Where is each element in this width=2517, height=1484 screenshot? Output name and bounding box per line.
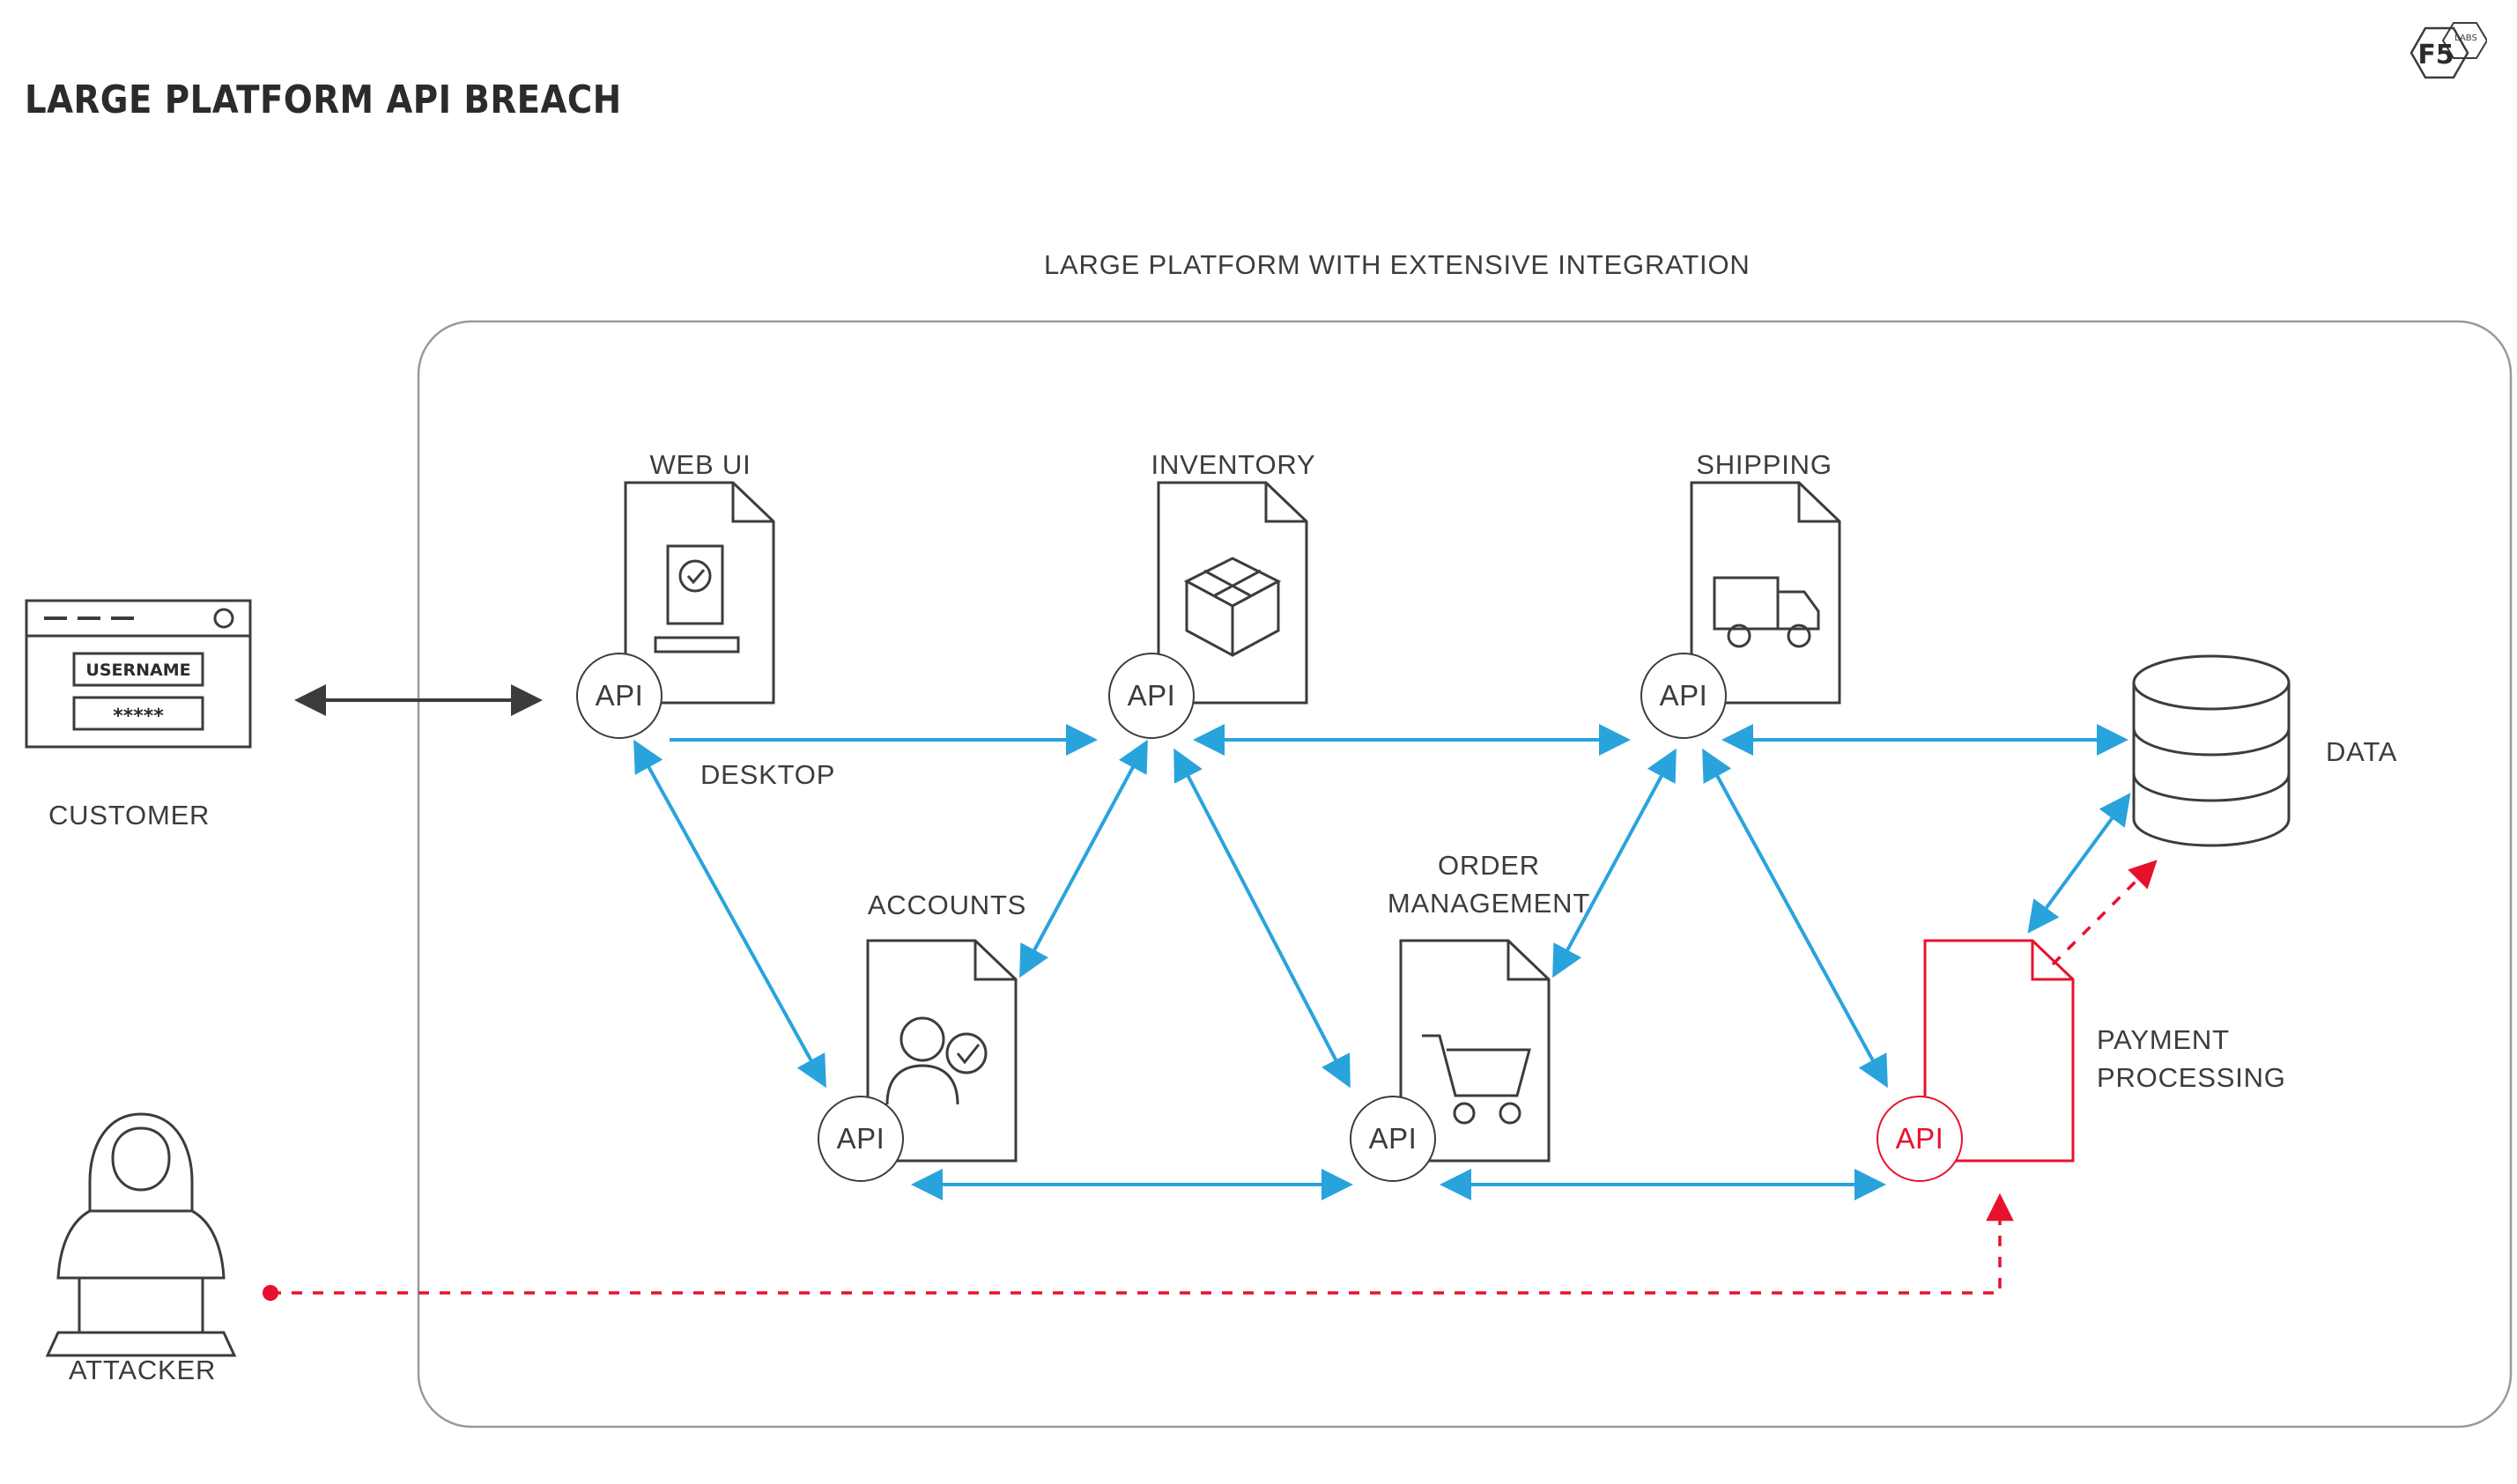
label-payment-processing-line1: PAYMENT xyxy=(2097,1024,2230,1055)
api-badge-payment-processing[interactable]: API xyxy=(1877,1096,1963,1182)
label-desktop-link: DESKTOP xyxy=(700,759,836,790)
username-field-label: USERNAME xyxy=(85,661,191,680)
page-title: LARGE PLATFORM API BREACH xyxy=(25,78,622,122)
label-inventory: INVENTORY xyxy=(1151,449,1316,480)
link-shipping-payment xyxy=(1705,753,1885,1083)
label-payment-processing-line2: PROCESSING xyxy=(2097,1062,2286,1093)
api-badge-inventory[interactable]: API xyxy=(1108,653,1195,739)
api-badge-accounts[interactable]: API xyxy=(818,1096,904,1182)
label-order-management-line2: MANAGEMENT xyxy=(1387,888,1591,919)
svg-text:F5: F5 xyxy=(2417,40,2454,70)
api-badge-order-management[interactable]: API xyxy=(1350,1096,1436,1182)
api-badge-shipping[interactable]: API xyxy=(1640,653,1727,739)
data-label: DATA xyxy=(2326,736,2398,767)
link-inventory-order xyxy=(1176,753,1348,1083)
customer-label: CUSTOMER xyxy=(48,800,211,831)
password-field-mask: ***** xyxy=(113,705,164,727)
svg-text:LABS: LABS xyxy=(2454,33,2477,43)
api-badge-web-ui[interactable]: API xyxy=(576,653,663,739)
label-shipping: SHIPPING xyxy=(1696,449,1832,480)
diagram-title: LARGE PLATFORM WITH EXTENSIVE INTEGRATION xyxy=(1044,249,1751,280)
attack-path-to-payment xyxy=(270,1198,2000,1293)
link-accounts-inventory xyxy=(1022,744,1145,973)
label-web-ui: WEB UI xyxy=(649,449,751,480)
link-webui-accounts xyxy=(636,744,824,1083)
link-payment-data xyxy=(2031,797,2128,929)
attacker-label: ATTACKER xyxy=(69,1355,217,1385)
label-order-management-line1: ORDER xyxy=(1438,850,1540,881)
label-accounts: ACCOUNTS xyxy=(867,890,1027,920)
